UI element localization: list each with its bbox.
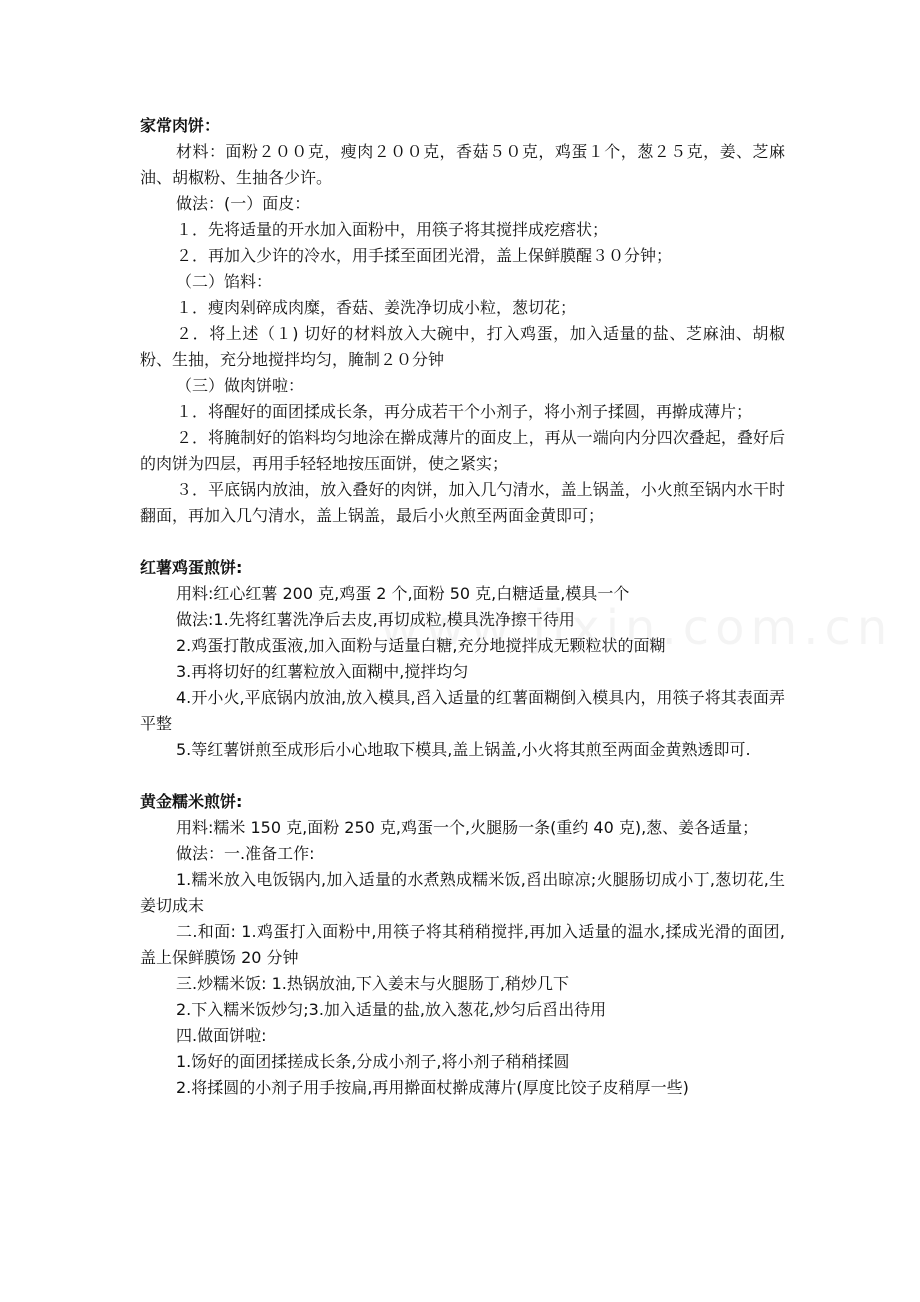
subsection-heading: 四.做面饼啦: xyxy=(176,1026,267,1045)
recipe-title: 家常肉饼： xyxy=(140,116,221,135)
step-paragraph: 5.等红薯饼煎至成形后小心地取下模具,盖上锅盖,小火将其煎至两面金黄熟透即可. xyxy=(176,740,751,759)
recipe-huangjin-nuomi-jianbing xyxy=(140,789,785,1101)
step-paragraph: ２．将腌制好的馅料均匀地涂在擀成薄片的面皮上，再从一端向内分四次叠起，叠好后的肉饼为四层，再用手轻轻地按压面饼，使之紧实； xyxy=(140,428,785,473)
step-paragraph: 2.将揉圆的小剂子用手按扁,再用擀面杖擀成薄片(厚度比饺子皮稍厚一些) xyxy=(176,1078,689,1097)
step-paragraph: 二.和面: 1.鸡蛋打入面粉中,用筷子将其稍稍搅拌,再加入适量的温水,揉成光滑的面团,盖上保鲜膜饧 20 分钟 xyxy=(140,922,785,967)
method-heading: 做法：(一）面皮： xyxy=(176,194,311,213)
ingredients-paragraph: 用料:红心红薯 200 克,鸡蛋 2 个,面粉 50 克,白糖适量,模具一个 xyxy=(176,584,630,603)
step-paragraph: 3.再将切好的红薯粒放入面糊中,搅拌均匀 xyxy=(176,662,469,681)
ingredients-paragraph: 材料：面粉２００克，瘦肉２００克，香菇５０克，鸡蛋１个，葱２５克，姜、芝麻油、胡椒粉、生抽各少许。 xyxy=(140,142,785,187)
recipe-hongshu-jidan-jianbing xyxy=(140,555,785,763)
step-paragraph: １．先将适量的开水加入面粉中，用筷子将其搅拌成疙瘩状； xyxy=(176,220,609,239)
subsection-heading: （二）馅料： xyxy=(176,272,273,291)
step-paragraph: 2.下入糯米饭炒匀;3.加入适量的盐,放入葱花,炒匀后舀出待用 xyxy=(176,1000,607,1019)
step-paragraph: 1.糯米放入电饭锅内,加入适量的水煮熟成糯米饭,舀出晾凉;火腿肠切成小丁,葱切花,生姜切成末 xyxy=(140,870,785,915)
step-paragraph: 2.鸡蛋打散成蛋液,加入面粉与适量白糖,充分地搅拌成无颗粒状的面糊 xyxy=(176,636,666,655)
subsection-heading: （三）做肉饼啦： xyxy=(176,376,305,395)
recipe-jiachang-roubing xyxy=(140,113,785,529)
method-heading: 做法：一.准备工作: xyxy=(176,844,315,863)
step-paragraph: １．瘦肉剁碎成肉糜，香菇、姜洗净切成小粒，葱切花； xyxy=(176,298,577,317)
step-paragraph: １．将醒好的面团揉成长条，再分成若干个小剂子，将小剂子揉圆，再擀成薄片； xyxy=(176,402,753,421)
step-paragraph: 1.饧好的面团揉搓成长条,分成小剂子,将小剂子稍稍揉圆 xyxy=(176,1052,570,1071)
section-gap xyxy=(140,763,785,789)
step-paragraph: 做法:1.先将红薯洗净后去皮,再切成粒,模具洗净擦干待用 xyxy=(176,610,575,629)
document-body xyxy=(140,113,785,1101)
recipe-title: 黄金糯米煎饼: xyxy=(140,792,243,811)
recipe-title: 红薯鸡蛋煎饼: xyxy=(140,558,243,577)
step-paragraph: 三.炒糯米饭: 1.热锅放油,下入姜末与火腿肠丁,稍炒几下 xyxy=(176,974,570,993)
ingredients-paragraph: 用料:糯米 150 克,面粉 250 克,鸡蛋一个,火腿肠一条(重约 40 克),葱、姜各适量； xyxy=(176,818,759,837)
step-paragraph: ２．再加入少许的冷水，用手揉至面团光滑，盖上保鲜膜醒３０分钟； xyxy=(176,246,673,265)
section-gap xyxy=(140,529,785,555)
step-paragraph: ２．将上述（１) 切好的材料放入大碗中，打入鸡蛋，加入适量的盐、芝麻油、胡椒粉、生抽，充分地搅拌均匀，腌制２０分钟 xyxy=(140,324,785,369)
step-paragraph: 4.开小火,平底锅内放油,放入模具,舀入适量的红薯面糊倒入模具内，用筷子将其表面弄平整 xyxy=(140,688,785,733)
step-paragraph: ３．平底锅内放油，放入叠好的肉饼，加入几勺清水，盖上锅盖，小火煎至锅内水干时翻面，再加入几勺清水，盖上锅盖，最后小火煎至两面金黄即可； xyxy=(140,480,785,525)
